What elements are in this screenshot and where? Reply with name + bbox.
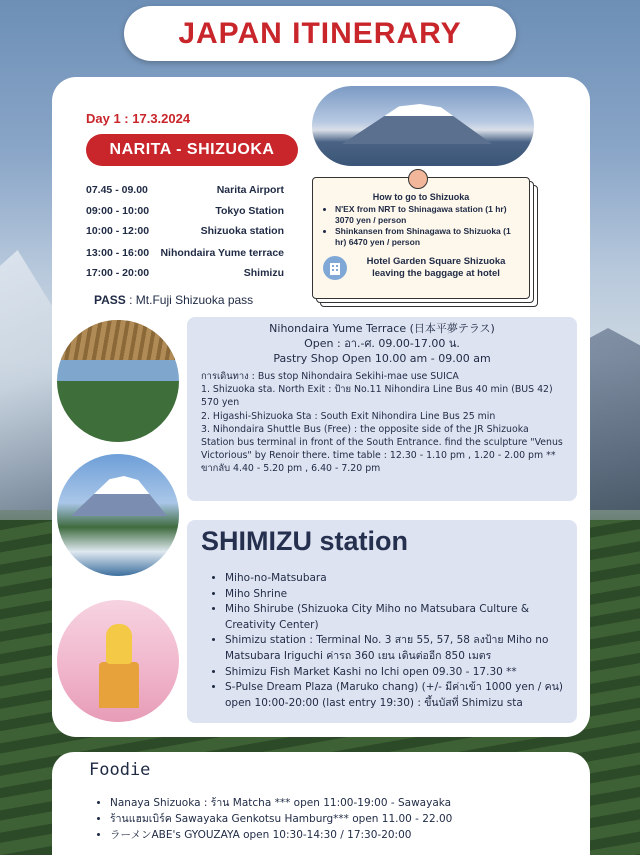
info-open-hours: Open : อา.-ศ. 09.00-17.00 น. [304,337,460,350]
list-item: • Nanaya Shizuoka : ร้าน Matcha *** open 11:00-19:00 - Sawayaka [110,795,566,811]
direction-line: ขากลับ 4.40 - 5.20 pm , 6.40 - 7.20 pm [201,463,381,475]
foodie-title: Foodie [89,760,151,780]
list-item: • Shimizu Fish Market Kashi no Ichi open 09.30 - 17.30 ** [225,665,563,681]
pass-label: PASS [94,293,126,307]
hotel-info [323,256,519,280]
shimizu-title: SHIMIZU station [201,526,408,556]
schedule-place: Nihondaira Yume terrace [160,247,284,259]
page-title: JAPAN ITINERARY [178,16,462,50]
shimizu-info [187,520,577,723]
pass-info [94,293,253,307]
schedule-row [86,267,284,279]
schedule-row [86,205,284,217]
foodie-list [96,795,566,843]
hotel-building-icon [323,256,347,280]
list-item: • N'EX from NRT to Shinagawa station (1 hr) 3070 yen / person [335,204,519,226]
list-item: • Shimizu station : Terminal No. 3 สาย 55, 57, 58 ลงป้าย Miho no Matsubara Iriguchi ค่ารถ 360 เยน เดินต่ออีก 850 เมตร [225,633,563,664]
direction-line: การเดินทาง : Bus stop Nihondaira Sekihi-mae use SUICA [201,371,459,382]
title-banner [124,6,516,61]
schedule-row [86,247,284,259]
yume-terrace-info [187,317,577,501]
hotel-name: Hotel Garden Square Shizuoka leaving the baggage at hotel [366,256,506,279]
list-item: • ร้านแฮมเบิร์ค Sawayaka Genkotsu Hamburg*** open 11.00 - 22.00 [110,811,566,827]
list-item: • S-Pulse Dream Plaza (Maruko chang) (+/- มีค่าเข้า 1000 yen / คน) open 10:00-20:00 (last entry 19:30) : ขึ้นบัสที่ Shimizu sta [225,680,563,711]
list-item: • Miho-no-Matsubara [225,571,563,587]
schedule-place: Narita Airport [216,184,284,196]
info-pastry-hours: Pastry Shop Open 10.00 am - 09.00 am [273,352,491,365]
note-title: How to go to Shizuoka [372,192,470,202]
schedule-time: 07.45 - 09.00 [86,184,148,196]
direction-line: 1. Shizuoka sta. North Exit : ป้าย No.11 Nihondira Line Bus 40 min (BUS 42) 570 yen [201,384,553,409]
schedule-place: Shimizu [243,267,284,279]
list-item: • Shinkansen from Shinagawa to Shizuoka (1 hr) 6470 yen / person [335,226,519,248]
note-list [323,204,519,248]
shimizu-list [201,571,563,711]
schedule-place: Tokyo Station [215,205,284,217]
yume-terrace-photo [57,320,179,442]
schedule-time: 09:00 - 10:00 [86,205,150,217]
info-title: Nihondaira Yume Terrace (日本平夢テラス) [269,322,495,335]
list-item: • Miho Shrine [225,587,563,603]
direction-line: 3. Nihondaira Shuttle Bus (Free) : the opposite side of the JR Shizuoka Station bus terminal in front of the South Entrance. find the sculpture "Venus Victorious" by Renoir there. time table : 12.30 - 1.10 pm , 1.20 - 2.00 pm ** [201,423,563,462]
list-item: • ラーメンABE's GYOUZAYA open 10:30-14:30 / 17:30-20:00 [110,827,566,843]
info-directions [201,370,563,476]
schedule-time: 13:00 - 16:00 [86,247,150,259]
list-item: • Miho Shirube (Shizuoka City Miho no Matsubara Culture & Creativity Center) [225,602,563,633]
route-badge: NARITA - SHIZUOKA [86,134,298,166]
pin-icon [408,169,428,189]
schedule-time: 10:00 - 12:00 [86,225,150,237]
maruko-chan-photo [57,600,179,722]
transport-note [312,177,540,307]
miho-matsubara-photo [57,454,179,576]
direction-line: 2. Higashi-Shizuoka Sta : South Exit Nihondira Line Bus 25 min [201,410,496,422]
mt-fuji-photo [312,86,534,166]
schedule-row [86,184,284,196]
pass-value: : Mt.Fuji Shizuoka pass [125,293,254,307]
day-label: Day 1 : 17.3.2024 [86,111,191,126]
schedule-place: Shizuoka station [200,225,284,237]
schedule-row [86,225,284,237]
schedule-time: 17:00 - 20:00 [86,267,150,279]
